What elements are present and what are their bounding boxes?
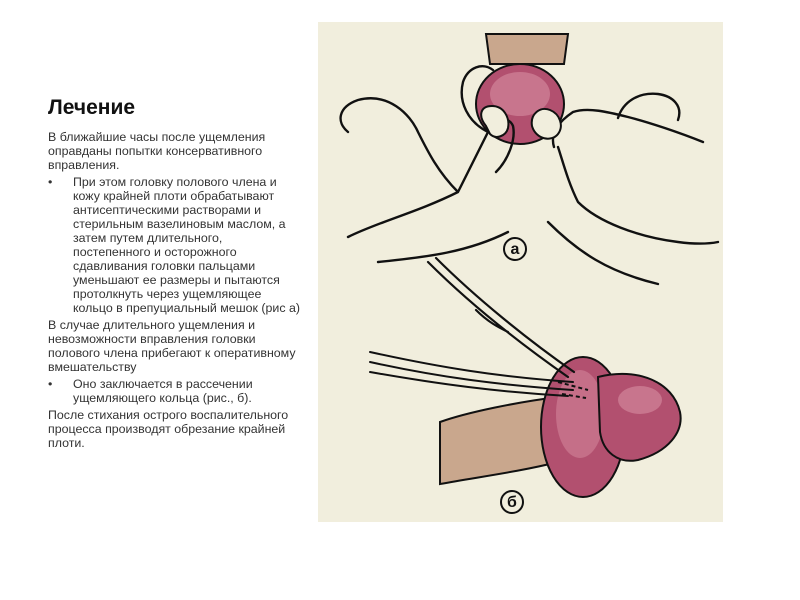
paragraph-circumcision: После стихания острого воспалительного процесса производят обрезание крайней плоти. [48, 408, 289, 450]
figure-b [370, 258, 681, 513]
paragraph-intro: В ближайшие часы после ущемления оправданы попытки консервативного вправления. [48, 130, 266, 172]
left-thumb-shape [481, 106, 508, 137]
bullet-text-incision: Оно заключается в рассечении ущемляющего кольца (рис., б). [73, 377, 253, 405]
label-b-text: б [507, 494, 517, 511]
illustration-svg [318, 22, 723, 522]
bullet-item-incision [48, 377, 300, 405]
bullet-item-conservative [48, 175, 300, 315]
shaft-a-shape [486, 34, 568, 64]
swollen-ring-highlight [556, 370, 604, 458]
right-thumb-shape [532, 109, 561, 139]
text-column [48, 96, 300, 453]
bullet-text-conservative: При этом головку полового члена и кожу крайней плоти обрабатывают антисептическими растворами и стерильным вазелиновым маслом, а затем путем длительного, постепенного и осторожного сдавливания головки пальцами уменьшают ее размеры и пытаются протолкнуть через ущемляющее кольцо в препуциальный мешок (рис а) [73, 175, 300, 315]
paragraph-surgery: В случае длительного ущемления и невозможности вправления головки полового члена прибегают к оперативному вмешательству [48, 318, 296, 374]
shaft-b-shape [440, 397, 558, 484]
forceps-lines [428, 258, 574, 377]
right-hand-outline [553, 94, 718, 244]
medical-illustration [318, 22, 723, 522]
glans-b-highlight [618, 386, 662, 414]
figure-a [341, 34, 718, 284]
bullet-icon: • [48, 377, 53, 391]
bullet-icon: • [48, 175, 53, 189]
slide-title: Лечение [48, 96, 136, 119]
label-a-text: а [510, 241, 520, 258]
